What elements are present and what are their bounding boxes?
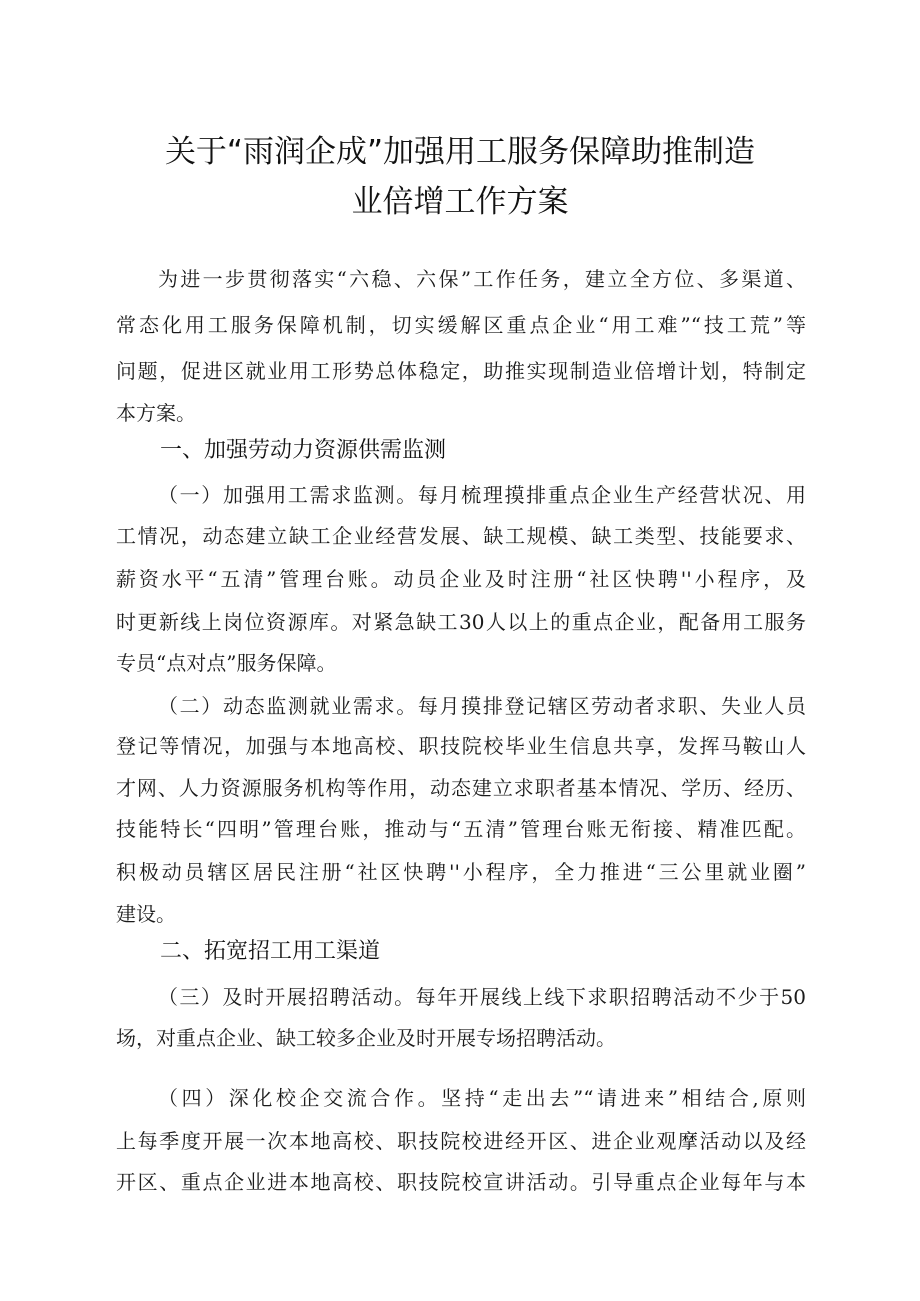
item-2-line: 技能特长“四明”管理台账，推动与“五清”管理台账无衔接、精准匹配。: [116, 817, 806, 841]
item-2-line: 登记等情况，加强与本地高校、职技院校毕业生信息共享，发挥马鞍山人: [116, 734, 806, 758]
item-1-line: （一）加强用工需求监测。每月梳理摸排重点企业生产经营状况、用: [158, 483, 806, 507]
item-2-line: （二）动态监测就业需求。每月摸排登记辖区劳动者求职、失业人员: [158, 694, 806, 718]
item-4-line: 开区、重点企业进本地高校、职技院校宣讲活动。引导重点企业每年与本: [116, 1170, 806, 1194]
item-4-line: 上每季度开展一次本地高校、职技院校进经开区、进企业观摩活动以及经: [116, 1129, 806, 1153]
section-heading-1: 一、加强劳动力资源供需监测: [160, 438, 447, 463]
intro-line: 常态化用工服务保障机制，切实缓解区重点企业“用工难”“技工荒”等: [116, 313, 806, 337]
item-1-line: 工情况，动态建立缺工企业经营发展、缺工规模、缺工类型、技能要求、: [116, 524, 806, 548]
item-1-line: 专员“点对点”服务保障。: [116, 651, 337, 675]
intro-line: 问题，促进区就业用工形势总体稳定，助推实现制造业倍增计划，特制定: [116, 359, 806, 383]
intro-line: 为进一步贯彻落实“六稳、六保”工作任务，建立全方位、多渠道、: [158, 267, 806, 291]
item-1-line: 时更新线上岗位资源库。对紧急缺工30人以上的重点企业，配备用工服务: [116, 610, 806, 634]
item-3-line: （三）及时开展招聘活动。每年开展线上线下求职招聘活动不少于50: [158, 985, 806, 1009]
item-1-line: 薪资水平“五清”管理台账。动员企业及时注册“社区快聘''小程序，及: [116, 567, 806, 591]
item-2-line: 积极动员辖区居民注册“社区快聘''小程序，全力推进“三公里就业圈”: [116, 860, 806, 884]
item-2-line: 建设。: [116, 902, 176, 926]
item-2-line: 才网、人力资源服务机构等作用，动态建立求职者基本情况、学历、经历、: [116, 776, 806, 800]
item-3-line: 场，对重点企业、缺工较多企业及时开展专场招聘活动。: [116, 1026, 616, 1050]
item-4-line: （四）深化校企交流合作。坚持“走出去”“请进来”相结合,原则: [158, 1086, 806, 1110]
document-title-line-2: 业倍增工作方案: [351, 184, 569, 220]
section-heading-2: 二、拓宽招工用工渠道: [160, 939, 381, 964]
intro-line: 本方案。: [116, 401, 196, 425]
document-title-line-1: 关于“雨润企成”加强用工服务保障助推制造: [164, 134, 756, 170]
